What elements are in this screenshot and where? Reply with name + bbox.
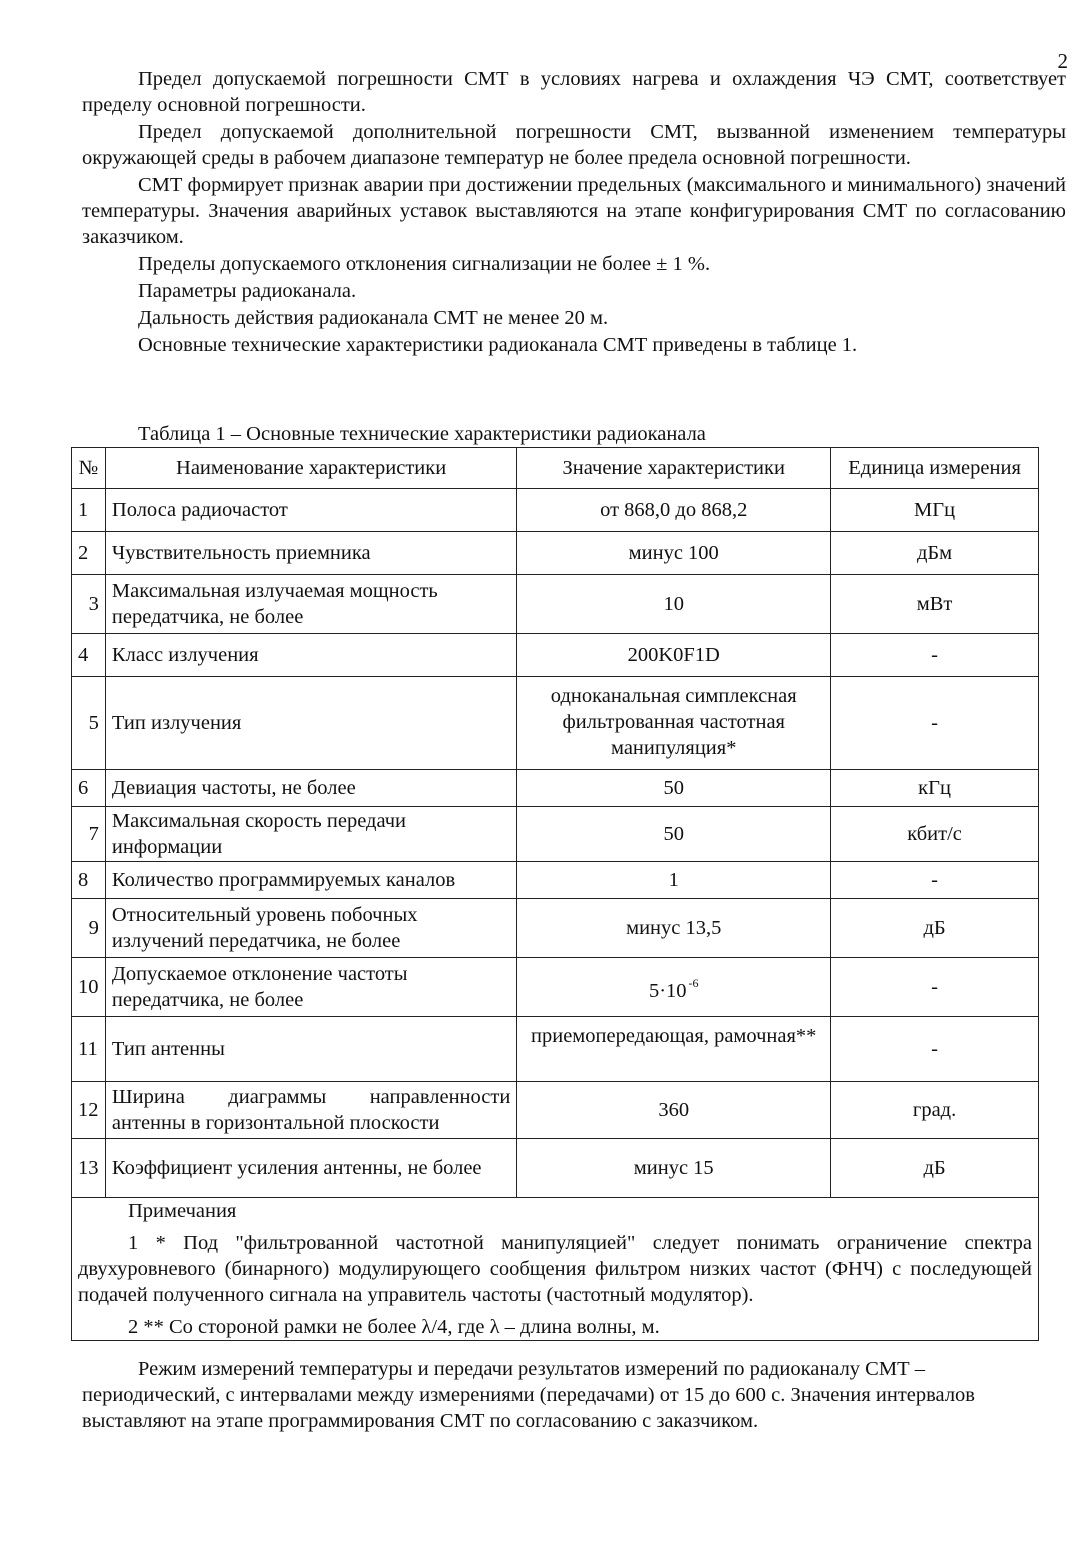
row-unit: дБ	[831, 899, 1039, 958]
page-number: 2	[1057, 49, 1068, 73]
footer-text	[82, 1356, 1042, 1434]
note-2: 2 ** Со стороной рамки не более λ/4, где λ – длина волны, м.	[128, 1316, 660, 1338]
row-name: Тип антенны	[105, 1017, 516, 1082]
row-unit: дБм	[831, 532, 1039, 575]
paragraph-radio-params: Параметры радиоканала.	[138, 280, 357, 302]
paragraph-table-ref: Основные технические характеристики радиоканала СМТ приведены в таблице 1.	[138, 334, 858, 356]
table-notes-row	[72, 1198, 1039, 1341]
table-row	[72, 770, 1039, 807]
header-unit: Единица измерения	[831, 448, 1039, 489]
table-row	[72, 575, 1039, 634]
row-unit: кбит/с	[831, 807, 1039, 862]
row-name: Максимальная скорость передачи информации	[105, 807, 516, 862]
table-row	[72, 677, 1039, 770]
row-value	[517, 958, 831, 1017]
note-1: 1 * Под "фильтрованной частотной манипуляцией" следует понимать ограничение спектра двухуровневого (бинарного) модулирующего сообщения фильтром низких частот (ФНЧ) с последующей подачей полученного сигнала на управитель частоты (частотный модулятор).	[78, 1232, 1032, 1306]
row-unit: -	[831, 1017, 1039, 1082]
table-row	[72, 1082, 1039, 1139]
header-name: Наименование характеристики	[105, 448, 516, 489]
row-name: Допускаемое отклонение частоты передатчика, не более	[105, 958, 516, 1017]
row-num: 5	[72, 677, 106, 770]
row-name: Класс излучения	[105, 634, 516, 677]
table-notes	[72, 1198, 1039, 1341]
row-unit: МГц	[831, 489, 1039, 532]
table-row	[72, 958, 1039, 1017]
table-row	[72, 1139, 1039, 1198]
row-num: 2	[72, 532, 106, 575]
row-name: Чувствительность приемника	[105, 532, 516, 575]
row-name: Ширина диаграммы направленности антенны в горизонтальной плоскости	[105, 1082, 516, 1139]
row-name: Максимальная излучаемая мощность передатчика, не более	[105, 575, 516, 634]
notes-title: Примечания	[128, 1200, 237, 1222]
row-value: приемопередающая, рамочная**	[517, 1017, 831, 1082]
row-unit: град.	[831, 1082, 1039, 1139]
table-header-row	[72, 448, 1039, 489]
row-value: 1	[517, 862, 831, 899]
table-row	[72, 634, 1039, 677]
row-num: 3	[72, 575, 106, 634]
paragraph-additional-error: Предел допускаемой дополнительной погрешности СМТ, вызванной изменением температуры окружающей среды в рабочем диапазоне температур не более предела основной погрешности.	[82, 121, 1066, 169]
row-value: 200K0F1D	[517, 634, 831, 677]
row-name: Количество программируемых каналов	[105, 862, 516, 899]
paragraph-radio-range: Дальность действия радиоканала СМТ не менее 20 м.	[138, 307, 609, 329]
table-caption: Таблица 1 – Основные технические характеристики радиоканала	[138, 423, 706, 445]
row-unit: -	[831, 677, 1039, 770]
row-num: 1	[72, 489, 106, 532]
row-value: 50	[517, 770, 831, 807]
row-value: минус 15	[517, 1139, 831, 1198]
row-value: минус 13,5	[517, 899, 831, 958]
table-row	[72, 899, 1039, 958]
row-num: 7	[72, 807, 106, 862]
row-value: 360	[517, 1082, 831, 1139]
header-value: Значение характеристики	[517, 448, 831, 489]
row-num: 12	[72, 1082, 106, 1139]
value-mantissa: 5·10	[648, 980, 687, 1002]
row-value: 10	[517, 575, 831, 634]
table-row	[72, 489, 1039, 532]
paragraph-alarm: СМТ формирует признак аварии при достижении предельных (максимального и минимального) значений температуры. Значения аварийных уставок выставляются на этапе конфигурирования СМТ по согласованию заказчиком.	[82, 174, 1066, 248]
table-row	[72, 1017, 1039, 1082]
row-name: Девиация частоты, не более	[105, 770, 516, 807]
row-value: минус 100	[517, 532, 831, 575]
row-num: 13	[72, 1139, 106, 1198]
paragraph-measurement-mode: Режим измерений температуры и передачи результатов измерений по радиоканалу СМТ – периодический, с интервалами между измерениями (передачами) от 15 до 600 с. Значения интервалов выставляют на этапе программирования СМТ по согласованию с заказчиком.	[82, 1358, 975, 1432]
table-row	[72, 807, 1039, 862]
row-value: 50	[517, 807, 831, 862]
row-unit: -	[831, 862, 1039, 899]
row-value: от 868,0 до 868,2	[517, 489, 831, 532]
row-name: Относительный уровень побочных излучений передатчика, не более	[105, 899, 516, 958]
row-unit: -	[831, 634, 1039, 677]
row-num: 4	[72, 634, 106, 677]
row-unit: дБ	[831, 1139, 1039, 1198]
paragraph-signal-deviation: Пределы допускаемого отклонения сигнализации не более ± 1 %.	[138, 253, 711, 275]
row-num: 11	[72, 1017, 106, 1082]
radio-specs-table	[71, 447, 1039, 1341]
row-num: 10	[72, 958, 106, 1017]
table-row	[72, 532, 1039, 575]
row-unit: мВт	[831, 575, 1039, 634]
row-name: Тип излучения	[105, 677, 516, 770]
value-exponent: -6	[688, 976, 699, 990]
row-num: 8	[72, 862, 106, 899]
row-num: 9	[72, 899, 106, 958]
header-num: №	[72, 448, 106, 489]
paragraph-error-limit: Предел допускаемой погрешности СМТ в условиях нагрева и охлаждения ЧЭ СМТ, соответствует пределу основной погрешности.	[82, 68, 1066, 116]
table-row	[72, 862, 1039, 899]
body-text	[82, 66, 1066, 358]
row-unit: кГц	[831, 770, 1039, 807]
row-num: 6	[72, 770, 106, 807]
row-name: Коэффициент усиления антенны, не более	[105, 1139, 516, 1198]
row-name: Полоса радиочастот	[105, 489, 516, 532]
row-unit: -	[831, 958, 1039, 1017]
row-value: одноканальная симплексная фильтрованная частотная манипуляция*	[517, 677, 831, 770]
